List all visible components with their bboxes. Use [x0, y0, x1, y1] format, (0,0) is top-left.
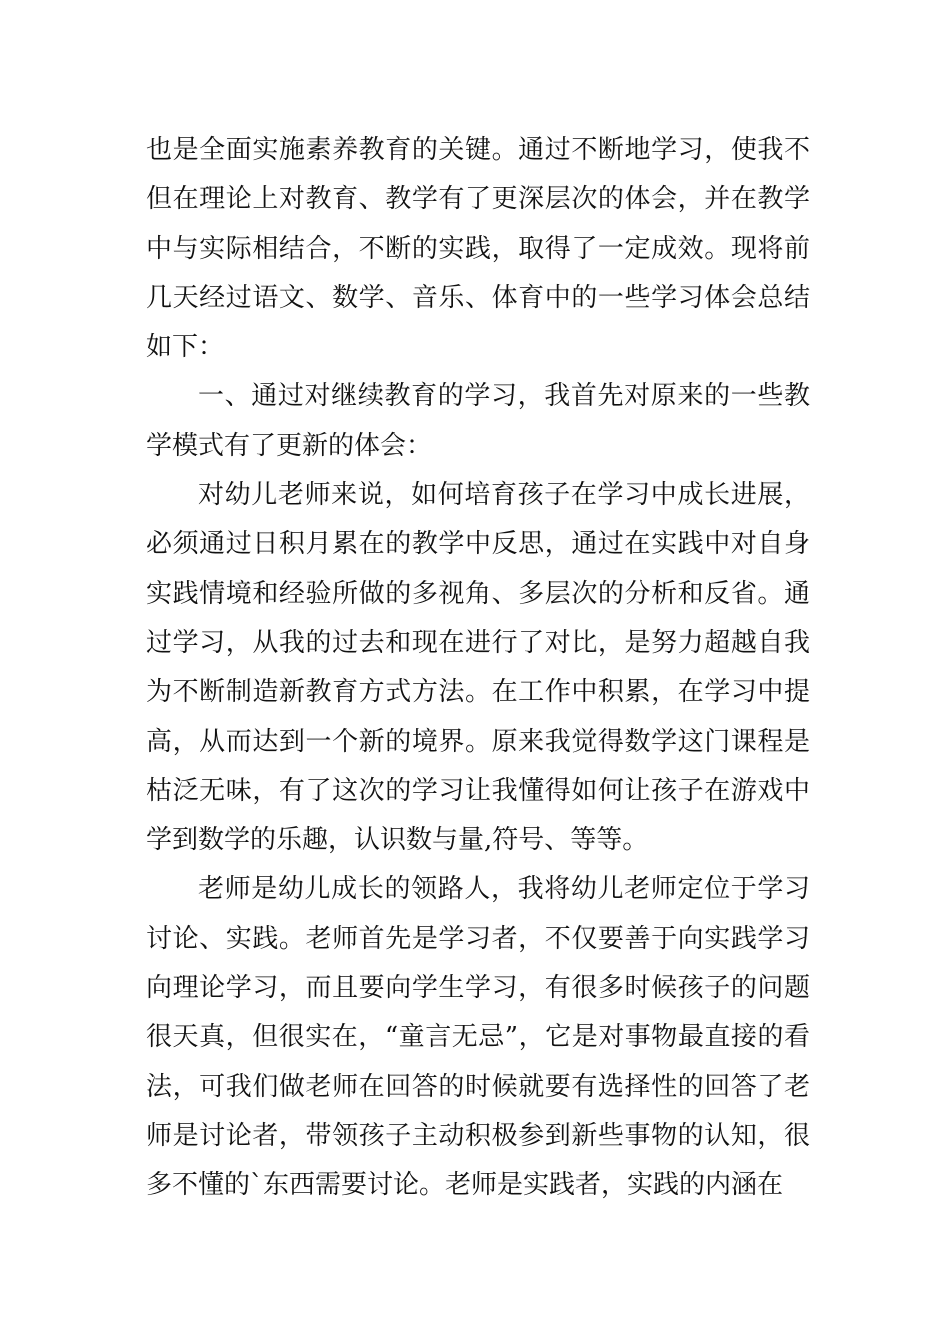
paragraph-4: 老师是幼儿成长的领路人，我将幼儿老师定位于学习讨论、实践。老师首先是学习者，不仅要善于向实践学习向理论学习，而且要向学生学习，有很多时候孩子的问题很天真，但很实在，“童言无忌”，它是对事物最直接的看法，可我们做老师在回答的时候就要有选择性的回答了老师是讨论者，带领孩子主动积极参到新些事物的认知，很多不懂的`东西需要讨论。老师是实践者，实践的内涵在 — [146, 874, 810, 1201]
paragraph-3: 对幼儿老师来说，如何培育孩子在学习中成长进展，必须通过日积月累在的教学中反思，通过在实践中对自身实践情境和经验所做的多视角、多层次的分析和反省。通过学习，从我的过去和现在进行了对比，是努力超越自我为不断制造新教育方式方法。在工作中积累，在学习中提高，从而达到一个新的境界。原来我觉得数学这门课程是枯泛无味，有了这次的学习让我懂得如何让孩子在游戏中学到数学的乐趣，认识数与量,符号、等等。 — [146, 480, 810, 856]
paragraph-2: 一、通过对继续教育的学习，我首先对原来的一些教学模式有了更新的体会： — [146, 381, 810, 461]
paragraph-1: 也是全面实施素养教育的关键。通过不断地学习，使我不但在理论上对教育、教学有了更深层次的体会，并在教学中与实际相结合，不断的实践，取得了一定成效。现将前几天经过语文、数学、音乐、体育中的一些学习体会总结如下： — [146, 135, 810, 363]
document-body — [146, 126, 810, 1211]
